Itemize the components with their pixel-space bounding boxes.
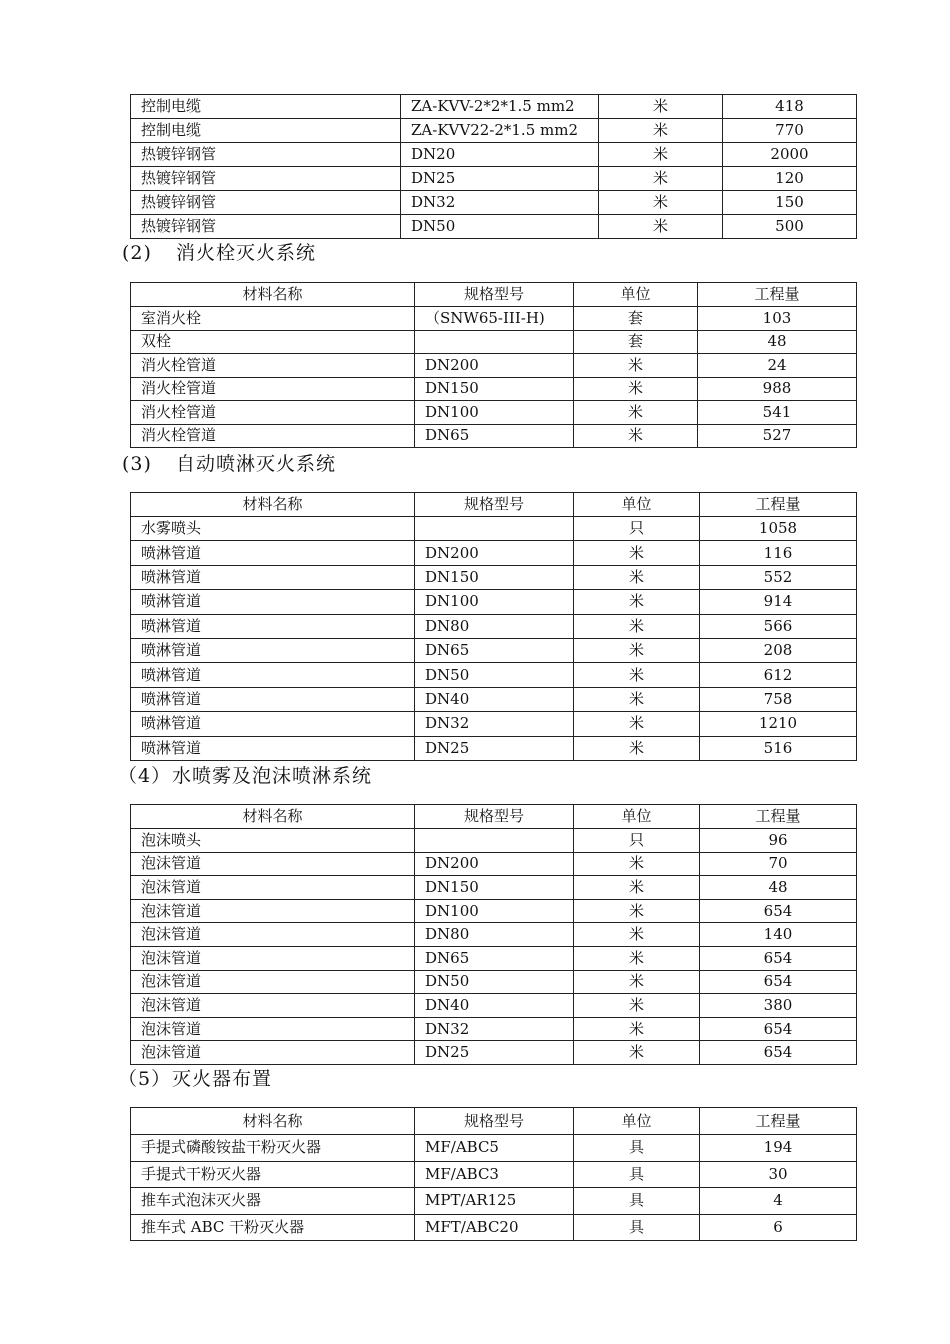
- column-header-material: 材料名称: [131, 1108, 415, 1135]
- spec-cell: DN40: [415, 687, 574, 711]
- material-name-cell: 泡沫管道: [131, 1017, 415, 1041]
- unit-cell: 米: [574, 970, 700, 994]
- table-body: [131, 517, 857, 761]
- header-row: [131, 493, 857, 517]
- quantity-cell: 914: [700, 590, 857, 614]
- column-header-material: 材料名称: [131, 805, 415, 829]
- quantity-cell: 140: [700, 923, 857, 947]
- table-row: [131, 424, 857, 448]
- spec-cell: DN32: [401, 191, 599, 215]
- header-row: [131, 805, 857, 829]
- unit-cell: 米: [574, 354, 698, 378]
- spec-cell: ZA-KVV22-2*1.5 mm2: [401, 119, 599, 143]
- table-row: [131, 923, 857, 947]
- table-extinguishers: [130, 1107, 857, 1241]
- unit-cell: 米: [574, 876, 700, 900]
- table-row: [131, 1214, 857, 1241]
- spec-cell: DN25: [415, 736, 574, 760]
- table-row: [131, 614, 857, 638]
- quantity-cell: 120: [723, 167, 857, 191]
- quantity-cell: 103: [698, 307, 857, 331]
- material-name-cell: 喷淋管道: [131, 638, 415, 662]
- unit-cell: 米: [574, 614, 700, 638]
- spec-cell: DN20: [401, 143, 599, 167]
- unit-cell: 米: [574, 994, 700, 1018]
- unit-cell: 只: [574, 517, 700, 541]
- unit-cell: 米: [599, 95, 723, 119]
- quantity-cell: 654: [700, 946, 857, 970]
- quantity-cell: 418: [723, 95, 857, 119]
- table-row: [131, 994, 857, 1018]
- quantity-cell: 150: [723, 191, 857, 215]
- unit-cell: 米: [599, 167, 723, 191]
- spec-cell: DN25: [415, 1041, 574, 1065]
- spec-cell: （SNW65-III-H): [415, 307, 574, 331]
- material-name-cell: 消火栓管道: [131, 377, 415, 401]
- table-row: [131, 307, 857, 331]
- unit-cell: 米: [574, 663, 700, 687]
- table-row: [131, 191, 857, 215]
- material-name-cell: 泡沫管道: [131, 970, 415, 994]
- unit-cell: 米: [574, 1041, 700, 1065]
- quantity-cell: 988: [698, 377, 857, 401]
- section-heading: [122, 449, 336, 476]
- quantity-cell: 70: [700, 852, 857, 876]
- material-name-cell: 泡沫管道: [131, 1041, 415, 1065]
- table-row: [131, 401, 857, 425]
- unit-cell: 米: [574, 638, 700, 662]
- spec-cell: DN50: [401, 215, 599, 239]
- spec-cell: [415, 517, 574, 541]
- quantity-cell: 500: [723, 215, 857, 239]
- quantity-cell: 2000: [723, 143, 857, 167]
- spec-cell: DN100: [415, 401, 574, 425]
- table-header: [131, 283, 857, 307]
- column-header-spec: 规格型号: [415, 805, 574, 829]
- unit-cell: 米: [574, 852, 700, 876]
- unit-cell: 只: [574, 829, 700, 853]
- table-header: [131, 1108, 857, 1135]
- spec-cell: DN50: [415, 970, 574, 994]
- material-name-cell: 消火栓管道: [131, 424, 415, 448]
- table-row: [131, 638, 857, 662]
- material-name-cell: 手提式干粉灭火器: [131, 1161, 415, 1188]
- material-name-cell: 喷淋管道: [131, 663, 415, 687]
- material-name-cell: 热镀锌钢管: [131, 191, 401, 215]
- quantity-cell: 380: [700, 994, 857, 1018]
- table-row: [131, 119, 857, 143]
- table-row: [131, 736, 857, 760]
- spec-cell: DN200: [415, 541, 574, 565]
- spec-cell: DN32: [415, 1017, 574, 1041]
- material-name-cell: 喷淋管道: [131, 614, 415, 638]
- material-name-cell: 泡沫管道: [131, 946, 415, 970]
- header-row: [131, 1108, 857, 1135]
- table-cables-pipes: [130, 94, 857, 239]
- quantity-cell: 654: [700, 1041, 857, 1065]
- quantity-cell: 654: [700, 970, 857, 994]
- unit-cell: 米: [574, 899, 700, 923]
- unit-cell: 米: [574, 712, 700, 736]
- spec-cell: DN65: [415, 946, 574, 970]
- spec-cell: DN100: [415, 899, 574, 923]
- spec-cell: MF/ABC5: [415, 1135, 574, 1162]
- spec-cell: DN80: [415, 923, 574, 947]
- material-name-cell: 泡沫管道: [131, 876, 415, 900]
- column-header-material: 材料名称: [131, 493, 415, 517]
- unit-cell: 米: [599, 191, 723, 215]
- column-header-unit: 单位: [574, 493, 700, 517]
- column-header-spec: 规格型号: [415, 283, 574, 307]
- material-name-cell: 消火栓管道: [131, 401, 415, 425]
- material-name-cell: 泡沫喷头: [131, 829, 415, 853]
- column-header-quantity: 工程量: [700, 493, 857, 517]
- spec-cell: DN50: [415, 663, 574, 687]
- table-hydrant-system: [130, 282, 857, 448]
- quantity-cell: 552: [700, 565, 857, 589]
- material-name-cell: 热镀锌钢管: [131, 167, 401, 191]
- quantity-cell: 48: [698, 330, 857, 354]
- table-row: [131, 354, 857, 378]
- material-name-cell: 室消火栓: [131, 307, 415, 331]
- section-title: 水喷雾及泡沫喷淋系统: [172, 765, 373, 787]
- table-row: [131, 590, 857, 614]
- spec-cell: DN150: [415, 565, 574, 589]
- material-name-cell: 喷淋管道: [131, 590, 415, 614]
- table-row: [131, 565, 857, 589]
- unit-cell: 米: [574, 541, 700, 565]
- table-row: [131, 541, 857, 565]
- quantity-cell: 566: [700, 614, 857, 638]
- unit-cell: 具: [574, 1214, 700, 1241]
- header-row: [131, 283, 857, 307]
- spec-cell: DN25: [401, 167, 599, 191]
- table-row: [131, 687, 857, 711]
- spec-cell: DN65: [415, 638, 574, 662]
- table-header: [131, 805, 857, 829]
- unit-cell: 套: [574, 307, 698, 331]
- unit-cell: 米: [574, 590, 700, 614]
- table-sprinkler-system: [130, 492, 857, 761]
- column-header-quantity: 工程量: [700, 1108, 857, 1135]
- material-name-cell: 控制电缆: [131, 95, 401, 119]
- quantity-cell: 1210: [700, 712, 857, 736]
- table-row: [131, 663, 857, 687]
- quantity-cell: 654: [700, 1017, 857, 1041]
- table-row: [131, 1017, 857, 1041]
- unit-cell: 米: [574, 687, 700, 711]
- unit-cell: 米: [574, 946, 700, 970]
- table-row: [131, 852, 857, 876]
- table-body: [131, 1135, 857, 1241]
- unit-cell: 米: [599, 143, 723, 167]
- quantity-cell: 527: [698, 424, 857, 448]
- material-name-cell: 热镀锌钢管: [131, 143, 401, 167]
- unit-cell: 米: [599, 215, 723, 239]
- material-name-cell: 喷淋管道: [131, 541, 415, 565]
- table-row: [131, 829, 857, 853]
- unit-cell: 米: [574, 377, 698, 401]
- table-row: [131, 946, 857, 970]
- table-row: [131, 167, 857, 191]
- column-header-spec: 规格型号: [415, 493, 574, 517]
- spec-cell: MF/ABC3: [415, 1161, 574, 1188]
- table-row: [131, 215, 857, 239]
- unit-cell: 米: [574, 736, 700, 760]
- quantity-cell: 612: [700, 663, 857, 687]
- table-row: [131, 330, 857, 354]
- section-title: 消火栓灭火系统: [176, 242, 317, 264]
- table-row: [131, 143, 857, 167]
- unit-cell: 米: [599, 119, 723, 143]
- material-name-cell: 手提式磷酸铵盐干粉灭火器: [131, 1135, 415, 1162]
- table-body: [131, 95, 857, 239]
- material-name-cell: 喷淋管道: [131, 712, 415, 736]
- quantity-cell: 1058: [700, 517, 857, 541]
- section-number: (3): [122, 453, 152, 475]
- quantity-cell: 30: [700, 1161, 857, 1188]
- column-header-spec: 规格型号: [415, 1108, 574, 1135]
- quantity-cell: 24: [698, 354, 857, 378]
- spec-cell: DN150: [415, 876, 574, 900]
- material-name-cell: 推车式 ABC 干粉灭火器: [131, 1214, 415, 1241]
- spec-cell: DN200: [415, 354, 574, 378]
- material-name-cell: 推车式泡沫灭火器: [131, 1188, 415, 1215]
- material-name-cell: 喷淋管道: [131, 687, 415, 711]
- material-name-cell: 泡沫管道: [131, 899, 415, 923]
- table-row: [131, 1161, 857, 1188]
- column-header-quantity: 工程量: [700, 805, 857, 829]
- spec-cell: DN100: [415, 590, 574, 614]
- unit-cell: 米: [574, 565, 700, 589]
- table-row: [131, 1135, 857, 1162]
- column-header-unit: 单位: [574, 805, 700, 829]
- section-heading: [118, 761, 372, 788]
- table-foam-system: [130, 804, 857, 1065]
- material-name-cell: 喷淋管道: [131, 565, 415, 589]
- spec-cell: DN32: [415, 712, 574, 736]
- quantity-cell: 654: [700, 899, 857, 923]
- spec-cell: DN40: [415, 994, 574, 1018]
- spec-cell: DN150: [415, 377, 574, 401]
- unit-cell: 米: [574, 923, 700, 947]
- material-name-cell: 控制电缆: [131, 119, 401, 143]
- material-name-cell: 热镀锌钢管: [131, 215, 401, 239]
- section-title: 自动喷淋灭火系统: [176, 453, 337, 475]
- section-title: 灭火器布置: [172, 1068, 273, 1090]
- section-number: （5）: [118, 1068, 172, 1090]
- table-row: [131, 95, 857, 119]
- column-header-material: 材料名称: [131, 283, 415, 307]
- unit-cell: 具: [574, 1161, 700, 1188]
- section-number: （4）: [118, 765, 172, 787]
- material-name-cell: 水雾喷头: [131, 517, 415, 541]
- quantity-cell: 96: [700, 829, 857, 853]
- spec-cell: MPT/AR125: [415, 1188, 574, 1215]
- material-name-cell: 泡沫管道: [131, 994, 415, 1018]
- quantity-cell: 516: [700, 736, 857, 760]
- table-header: [131, 493, 857, 517]
- quantity-cell: 208: [700, 638, 857, 662]
- column-header-unit: 单位: [574, 283, 698, 307]
- quantity-cell: 194: [700, 1135, 857, 1162]
- spec-cell: [415, 330, 574, 354]
- table-row: [131, 876, 857, 900]
- spec-cell: ZA-KVV-2*2*1.5 mm2: [401, 95, 599, 119]
- section-heading: [122, 238, 316, 265]
- material-name-cell: 喷淋管道: [131, 736, 415, 760]
- column-header-quantity: 工程量: [698, 283, 857, 307]
- spec-cell: DN65: [415, 424, 574, 448]
- quantity-cell: 541: [698, 401, 857, 425]
- column-header-unit: 单位: [574, 1108, 700, 1135]
- quantity-cell: 116: [700, 541, 857, 565]
- material-name-cell: 消火栓管道: [131, 354, 415, 378]
- unit-cell: 具: [574, 1135, 700, 1162]
- section-heading: [118, 1064, 272, 1091]
- unit-cell: 米: [574, 401, 698, 425]
- unit-cell: 米: [574, 1017, 700, 1041]
- material-name-cell: 泡沫管道: [131, 923, 415, 947]
- table-row: [131, 517, 857, 541]
- spec-cell: [415, 829, 574, 853]
- spec-cell: DN200: [415, 852, 574, 876]
- quantity-cell: 6: [700, 1214, 857, 1241]
- material-name-cell: 双栓: [131, 330, 415, 354]
- table-row: [131, 377, 857, 401]
- table-row: [131, 970, 857, 994]
- quantity-cell: 48: [700, 876, 857, 900]
- unit-cell: 套: [574, 330, 698, 354]
- unit-cell: 米: [574, 424, 698, 448]
- table-row: [131, 1041, 857, 1065]
- table-body: [131, 307, 857, 448]
- table-body: [131, 829, 857, 1065]
- table-row: [131, 712, 857, 736]
- material-name-cell: 泡沫管道: [131, 852, 415, 876]
- spec-cell: DN80: [415, 614, 574, 638]
- unit-cell: 具: [574, 1188, 700, 1215]
- table-row: [131, 1188, 857, 1215]
- section-number: (2): [122, 242, 152, 264]
- quantity-cell: 4: [700, 1188, 857, 1215]
- quantity-cell: 758: [700, 687, 857, 711]
- quantity-cell: 770: [723, 119, 857, 143]
- spec-cell: MFT/ABC20: [415, 1214, 574, 1241]
- table-row: [131, 899, 857, 923]
